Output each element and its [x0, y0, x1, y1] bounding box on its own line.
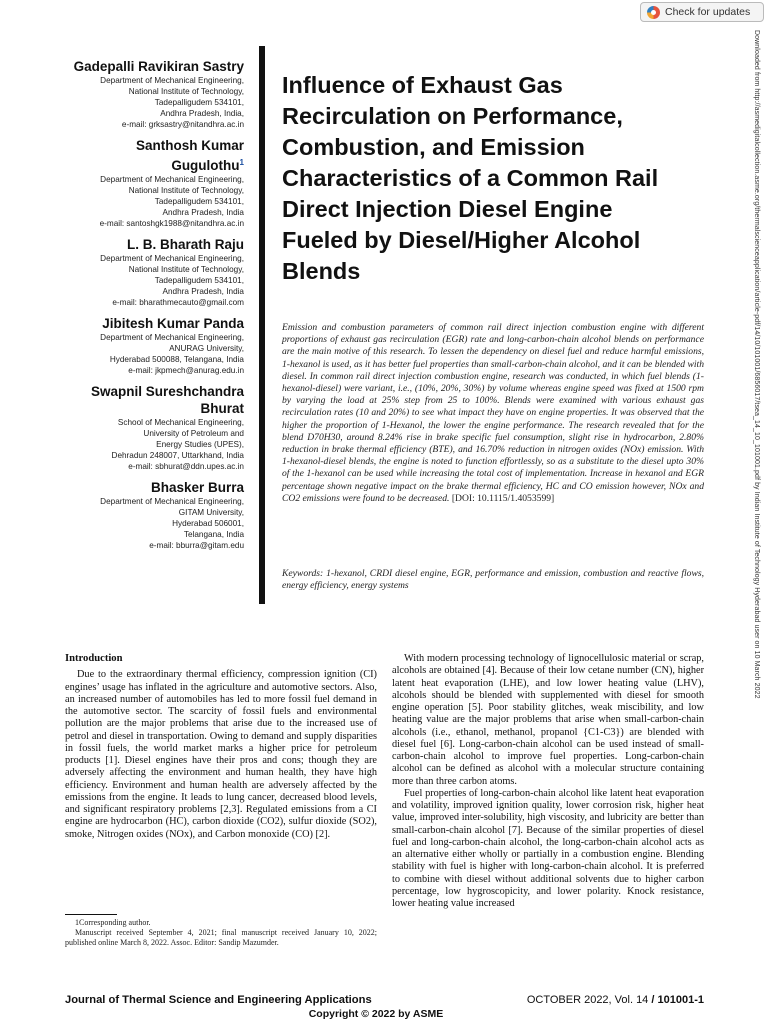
- author-email[interactable]: e-mail: jkpmech@anurag.edu.in: [128, 366, 244, 375]
- author-email[interactable]: e-mail: bburra@gitam.edu: [149, 541, 244, 550]
- author-name: Jibitesh Kumar Panda: [102, 316, 244, 331]
- author-email[interactable]: e-mail: santoshgk1988@nitandhra.ac.in: [99, 219, 244, 228]
- author-affiliation: Department of Mechanical Engineering, National Institute of Technology, Tadepalligudem 534101, Andhra Pradesh, India e-mail: santoshgk1988@nitandhra.ac.in: [64, 174, 244, 229]
- keywords: Keywords: 1-hexanol, CRDI diesel engine, EGR, performance and emission, combustion and reactive flows, energy efficiency, energy systems: [282, 568, 704, 592]
- check-for-updates-label: Check for updates: [665, 6, 751, 18]
- author-affiliation: Department of Mechanical Engineering, National Institute of Technology, Tadepalligudem 534101, Andhra Pradesh, India e-mail: bharathmecauto@gmail.com: [64, 253, 244, 308]
- author-block: [64, 383, 244, 472]
- author-block: [64, 479, 244, 551]
- paper-title: Influence of Exhaust Gas Recirculation on Performance, Combustion, and Emission Characteristics of a Common Rail Direct Injection Diesel Engine Fueled by Diesel/Higher Alcohol Blends: [282, 72, 659, 284]
- author-affiliation: Department of Mechanical Engineering, GITAM University, Hyderabad 506001, Telangana, India e-mail: bburra@gitam.edu: [64, 496, 244, 551]
- author-block: [64, 137, 244, 229]
- vertical-divider: [259, 46, 265, 604]
- author-email[interactable]: e-mail: grksastry@nitandhra.ac.in: [121, 120, 244, 129]
- crossmark-icon: [647, 6, 660, 19]
- author-affiliation: Department of Mechanical Engineering, ANURAG University, Hyderabad 500088, Telangana, India e-mail: jkpmech@anurag.edu.in: [64, 332, 244, 376]
- paragraph: With modern processing technology of lignocellulosic material or scrap, alcohols are obtained [4]. Because of their low cetane number (CN), higher latent heat evaporation (LHE), and low lower heating value (LHV), alcohols should be blended with supplemented with diesel for smooth engine operation [5]. Poor stability glitches, weak miscibility, and low heating value are the major problems that arise when small-carbon-chain alcohols (i.e., ethanol, methanol, propanol {C1-C3}) are blended with diesel fuel [6]. Long-carbon-chain alcohol can be used instead of small-carbon-chain alcohol to improve fuel properties. Long-carbon-chain alcohol can be defined as alcohol with a molecular structure containing more than three carbon atoms.: [392, 653, 704, 787]
- footer-journal-name: Journal of Thermal Science and Engineering Applications: [65, 994, 372, 1006]
- author-name: Santhosh Kumar Gugulothu$^1$: [135, 138, 244, 173]
- download-info-strip: [752, 0, 766, 1024]
- author-email[interactable]: e-mail: bharathmecauto@gmail.com: [112, 298, 244, 307]
- check-for-updates-button[interactable]: [640, 2, 764, 22]
- author-list: [64, 58, 244, 558]
- footer-copyright: Copyright © 2022 by ASME: [308, 1008, 444, 1020]
- page-number: 101001-1: [657, 994, 704, 1006]
- body-column-left: [65, 653, 377, 841]
- author-affiliation: School of Mechanical Engineering, University of Petroleum and Energy Studies (UPES), Dehradun 248007, Uttarkhand, India e-mail: sbhurat@ddn.upes.ac.in: [64, 417, 244, 472]
- author-block: [64, 236, 244, 308]
- footnote-corresponding: 1Corresponding author.: [75, 918, 151, 927]
- paragraph: Due to the extraordinary thermal efficiency, compression ignition (CI) engines’ usage has inflated in the agriculture and automotive sectors. Also, an increased number of automobiles has led to more fossil fuel demand in the automotive sector. The scarcity of fossil fuels and environmental pollution are the major problems that arise due to the increased use of petrol and diesel in transportation. Owing to demand and supply disparities in fossil fuels, the world market marks a higher price for petroleum products [1]. Diesel engines have their pros and cons; though they are adversely affecting the environment and human health, they have high efficiency. Environment and human health are adversely affected by the emissions from the engine. It leads to lung cancer, decreased blood levels, and significant respiratory problems [2,3]. Regulated emissions from a CI engine are hydrocarbon (HC), carbon dioxide (CO2), sulfur dioxide (SO2), smoke, Nitrogen oxides (NOx), and Carbon monoxide (CO) [2].: [65, 669, 377, 840]
- author-name: L. B. Bharath Raju: [126, 237, 244, 252]
- abstract-text: Emission and combustion parameters of common rail direct injection combustion engine with different proportions of exhaust gas recirculation (EGR) rate and long-carbon-chain alcohol blends on performance are the main motive of this research. To lessen the dependency on diesel fuel and reduce harmful emissions, 1-hexanol is used, as it has better fuel properties than small-carbon-chain alcohol, and it can be blended with diesel. In common rail direct injection combustion engine, research was conducted, in which fuel blends (1-hexanol-diesel) were variant, i.e., (10%, 20%, 30%) by volume whereas engine speed was fixed at 1500 rpm by varying the load at 25% step from 25 to 100%. Blends were examined with various exhaust gas recirculation rates (10 and 20%) to see what impact they have on engine properties. It was observed that the higher the proportion of 1-Hexanol, the lower the engine performance. The research revealed that for the blend D70H30, around 8.24% rise in brake specific fuel consumption, slight rise in hydrocarbon, 2.80% reduction in brake thermal efficiency (BTE), and 16.70% reduction in nitrogen oxides (NOx) emission. With 1-hexanol-diesel blends, the engine is noted to function effortlessly, so as a substitute to the diesel upto 30% of the 1-hexanol can be used while increasing the total cost of implementation. Increase in hexanol and EGR percentage shown negative impact on the brake thermal efficiency, HC and CO emission however, NOx and CO2 emissions were found to be decreased.: [282, 322, 704, 504]
- corresponding-author-marker[interactable]: 1: [239, 158, 244, 167]
- abstract: [282, 322, 704, 505]
- paragraph: Fuel properties of long-carbon-chain alcohol like latent heat evaporation and volatility, improved ignition quality, lower corrosion risk, higher heat value, improved inter-solubility, high viscosity, and lubricity are better than small-carbon-chain alcohol [7]. Because of the similar properties of diesel fuel and long-carbon-chain alcohol, the long-carbon-chain alcohol acts as an alternative either wholly or partially in a combustion engine. Blending stability with fuel is higher with long-carbon-chain alcohol. It is preferred to combine with diesel without additional solvents due to higher carbon percentage, low hygroscopicity, and lower polarity. Knock resistance, lower heating value increased: [392, 787, 704, 909]
- author-name: Swapnil Sureshchandra Bhurat: [90, 384, 244, 416]
- footnote-rule: [65, 914, 117, 915]
- doi-link[interactable]: [DOI: 10.1115/1.4053599]: [451, 492, 555, 504]
- download-info-text: Downloaded from http://asmedigitalcollection.asme.org/thermalscienceapplication/article-pdf/14/10/101001/6856017/tsea_14_10_101001.pdf by Indian Institute of Technology Hyderabad user on 10 March 2022: [753, 30, 760, 699]
- author-email[interactable]: e-mail: sbhurat@ddn.upes.ac.in: [128, 462, 244, 471]
- author-name: Bhasker Burra: [150, 480, 244, 495]
- footer-issue: OCTOBER 2022, Vol. 14 / 101001-1: [526, 994, 704, 1006]
- author-block: [64, 58, 244, 130]
- footnotes: [65, 918, 377, 948]
- author-name: Gadepalli Ravikiran Sastry: [73, 59, 244, 74]
- author-block: [64, 315, 244, 376]
- body-column-right: [392, 653, 704, 910]
- section-heading-introduction: Introduction: [65, 653, 123, 664]
- author-affiliation: Department of Mechanical Engineering, National Institute of Technology, Tadepalligudem 534101, Andhra Pradesh, India, e-mail: grksastry@nitandhra.ac.in: [64, 75, 244, 130]
- footnote-manuscript: Manuscript received September 4, 2021; final manuscript received January 10, 2022; published online March 8, 2022. Assoc. Editor: Sandip Mazumder.: [65, 928, 377, 947]
